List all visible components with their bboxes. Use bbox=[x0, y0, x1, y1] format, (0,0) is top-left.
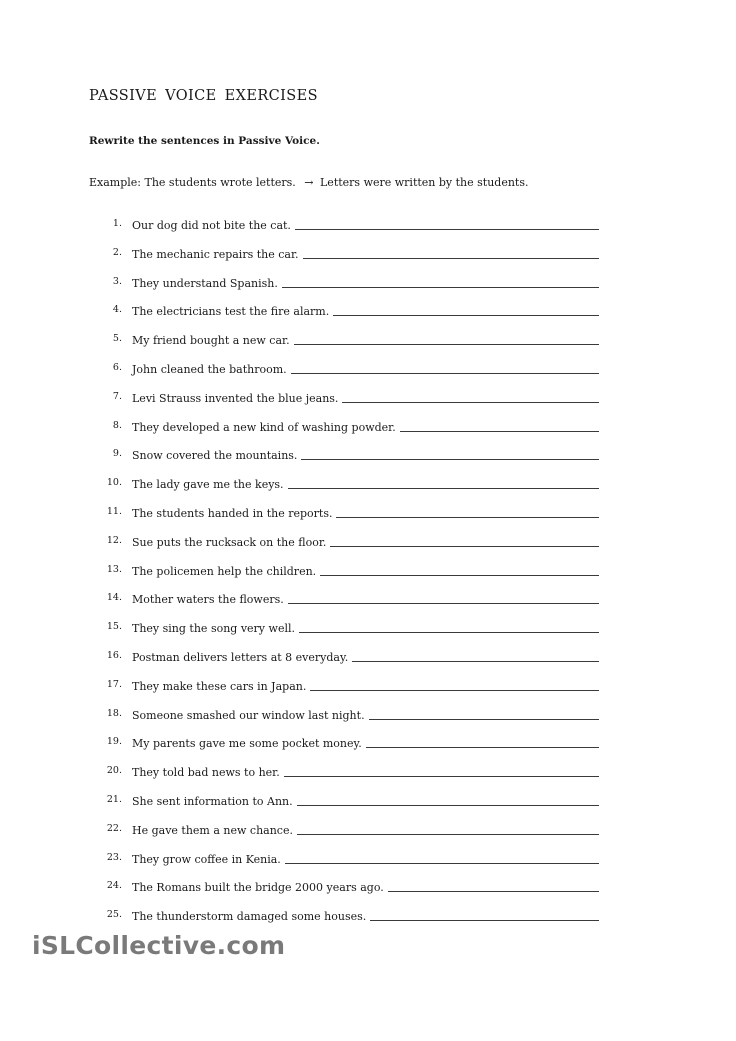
answer-blank-line[interactable] bbox=[303, 247, 600, 259]
exercise-sentence: They make these cars in Japan. bbox=[132, 679, 307, 693]
arrow-right-icon: → bbox=[304, 176, 314, 189]
answer-blank-line[interactable] bbox=[295, 218, 599, 230]
exercise-line bbox=[132, 650, 599, 664]
exercise-sentence: The electricians test the fire alarm. bbox=[132, 305, 330, 319]
exercise-number: 25. bbox=[106, 909, 122, 921]
example-prefix: Example: The students wrote letters. bbox=[89, 176, 296, 189]
exercise-line bbox=[132, 794, 599, 808]
watermark-logo: iSLCollective.com bbox=[32, 931, 286, 960]
exercise-item bbox=[0, 502, 736, 531]
exercise-item bbox=[0, 876, 736, 905]
answer-blank-line[interactable] bbox=[282, 276, 599, 288]
exercise-sentence: Postman delivers letters at 8 everyday. bbox=[132, 650, 349, 664]
exercise-item bbox=[0, 761, 736, 790]
exercise-sentence: My friend bought a new car. bbox=[132, 334, 290, 348]
exercise-number: 19. bbox=[106, 736, 122, 748]
exercise-sentence: The lady gave me the keys. bbox=[132, 478, 284, 492]
exercise-line bbox=[132, 535, 599, 549]
exercise-line bbox=[132, 477, 599, 491]
exercise-line bbox=[132, 736, 599, 750]
exercise-line bbox=[132, 909, 599, 923]
exercise-item bbox=[0, 444, 736, 473]
exercise-sentence: John cleaned the bathroom. bbox=[132, 362, 287, 376]
exercise-item bbox=[0, 819, 736, 848]
exercise-sentence: Levi Strauss invented the blue jeans. bbox=[132, 391, 339, 405]
exercise-sentence: My parents gave me some pocket money. bbox=[132, 737, 362, 751]
exercise-number: 23. bbox=[106, 851, 122, 863]
exercise-number: 5. bbox=[112, 333, 122, 345]
exercise-line bbox=[132, 276, 599, 290]
exercise-item bbox=[0, 560, 736, 589]
answer-blank-line[interactable] bbox=[291, 362, 599, 374]
answer-blank-line[interactable] bbox=[288, 592, 599, 604]
exercise-item bbox=[0, 704, 736, 733]
exercise-item bbox=[0, 848, 736, 877]
exercise-sentence: They told bad news to her. bbox=[132, 766, 280, 780]
exercise-line bbox=[132, 362, 599, 376]
example-answer: Letters were written by the students. bbox=[320, 176, 529, 189]
exercise-sentence: The policemen help the children. bbox=[132, 564, 317, 578]
answer-blank-line[interactable] bbox=[301, 448, 599, 460]
exercise-item bbox=[0, 473, 736, 502]
exercise-line bbox=[132, 564, 599, 578]
exercise-item bbox=[0, 646, 736, 675]
exercise-line bbox=[132, 592, 599, 606]
exercise-number: 1. bbox=[112, 218, 122, 229]
exercise-sentence: They developed a new kind of washing powder. bbox=[132, 420, 396, 434]
exercise-sentence: Sue puts the rucksack on the floor. bbox=[132, 535, 327, 549]
exercise-number: 9. bbox=[112, 448, 122, 460]
exercise-sentence: They grow coffee in Kenia. bbox=[132, 852, 281, 866]
exercise-sentence: He gave them a new chance. bbox=[132, 823, 293, 837]
exercise-line bbox=[132, 506, 599, 520]
exercise-number: 6. bbox=[112, 361, 122, 373]
answer-blank-line[interactable] bbox=[299, 621, 599, 633]
answer-blank-line[interactable] bbox=[284, 765, 599, 777]
exercise-item bbox=[0, 300, 736, 329]
exercise-item bbox=[0, 617, 736, 646]
exercise-sentence: The mechanic repairs the car. bbox=[132, 247, 299, 261]
answer-blank-line[interactable] bbox=[342, 391, 599, 403]
exercise-number: 17. bbox=[106, 678, 122, 690]
exercise-line bbox=[132, 621, 599, 635]
exercise-number: 22. bbox=[106, 822, 122, 834]
answer-blank-line[interactable] bbox=[400, 420, 599, 432]
exercise-number: 24. bbox=[106, 880, 122, 892]
exercise-sentence: Our dog did not bite the cat. bbox=[132, 219, 291, 232]
answer-blank-line[interactable] bbox=[370, 909, 599, 921]
exercise-line bbox=[132, 333, 599, 347]
exercise-item bbox=[0, 329, 736, 358]
exercise-number: 10. bbox=[106, 477, 122, 489]
answer-blank-line[interactable] bbox=[294, 333, 599, 345]
exercise-number: 4. bbox=[112, 304, 122, 316]
exercise-line bbox=[132, 420, 599, 434]
exercise-item bbox=[0, 416, 736, 445]
answer-blank-line[interactable] bbox=[310, 679, 599, 691]
exercise-item bbox=[0, 358, 736, 387]
exercise-number: 21. bbox=[106, 793, 122, 805]
exercise-item bbox=[0, 790, 736, 819]
exercise-number: 16. bbox=[106, 649, 122, 661]
exercise-number: 2. bbox=[112, 246, 122, 258]
answer-blank-line[interactable] bbox=[297, 794, 599, 806]
exercise-item bbox=[0, 675, 736, 704]
exercise-item bbox=[0, 732, 736, 761]
exercise-number: 12. bbox=[106, 534, 122, 546]
answer-blank-line[interactable] bbox=[297, 823, 599, 835]
answer-blank-line[interactable] bbox=[320, 564, 599, 576]
exercise-sentence: The Romans built the bridge 2000 years ago. bbox=[132, 881, 384, 895]
exercise-item bbox=[0, 531, 736, 560]
exercise-line bbox=[132, 880, 599, 894]
answer-blank-line[interactable] bbox=[388, 880, 599, 892]
answer-blank-line[interactable] bbox=[369, 708, 599, 720]
exercise-line bbox=[132, 247, 599, 261]
exercise-line bbox=[132, 304, 599, 318]
answer-blank-line[interactable] bbox=[366, 736, 599, 748]
answer-blank-line[interactable] bbox=[285, 852, 599, 864]
instruction-text: Rewrite the sentences in Passive Voice. bbox=[89, 135, 320, 147]
answer-blank-line[interactable] bbox=[336, 506, 599, 518]
exercise-line bbox=[132, 852, 599, 866]
exercise-sentence: The thunderstorm damaged some houses. bbox=[132, 910, 367, 924]
exercise-line bbox=[132, 391, 599, 405]
exercise-list bbox=[0, 214, 736, 934]
exercise-number: 13. bbox=[106, 563, 122, 575]
exercise-number: 14. bbox=[106, 592, 122, 604]
exercise-line bbox=[132, 218, 599, 232]
exercise-number: 11. bbox=[106, 505, 122, 517]
exercise-line bbox=[132, 708, 599, 722]
answer-blank-line[interactable] bbox=[333, 304, 599, 316]
exercise-item bbox=[0, 243, 736, 272]
exercise-line bbox=[132, 765, 599, 779]
answer-blank-line[interactable] bbox=[352, 650, 599, 662]
exercise-sentence: She sent information to Ann. bbox=[132, 794, 293, 808]
exercise-sentence: The students handed in the reports. bbox=[132, 506, 333, 520]
answer-blank-line[interactable] bbox=[330, 535, 599, 547]
exercise-sentence: They understand Spanish. bbox=[132, 276, 278, 290]
exercise-sentence: Snow covered the mountains. bbox=[132, 449, 298, 463]
exercise-item bbox=[0, 272, 736, 301]
answer-blank-line[interactable] bbox=[288, 477, 599, 489]
exercise-number: 8. bbox=[112, 419, 122, 431]
exercise-item bbox=[0, 214, 736, 243]
page-title: PASSIVE VOICE EXERCISES bbox=[89, 88, 318, 104]
exercise-number: 7. bbox=[112, 390, 122, 402]
exercise-line bbox=[132, 679, 599, 693]
exercise-sentence: Someone smashed our window last night. bbox=[132, 708, 365, 722]
exercise-sentence: Mother waters the flowers. bbox=[132, 593, 284, 607]
example-line bbox=[89, 176, 529, 189]
exercise-item bbox=[0, 387, 736, 416]
exercise-item bbox=[0, 588, 736, 617]
exercise-number: 3. bbox=[112, 275, 122, 287]
exercise-number: 18. bbox=[106, 707, 122, 719]
exercise-sentence: They sing the song very well. bbox=[132, 622, 295, 636]
exercise-line bbox=[132, 448, 599, 462]
exercise-number: 20. bbox=[106, 765, 122, 777]
exercise-number: 15. bbox=[106, 621, 122, 633]
exercise-item bbox=[0, 905, 736, 934]
exercise-line bbox=[132, 823, 599, 837]
